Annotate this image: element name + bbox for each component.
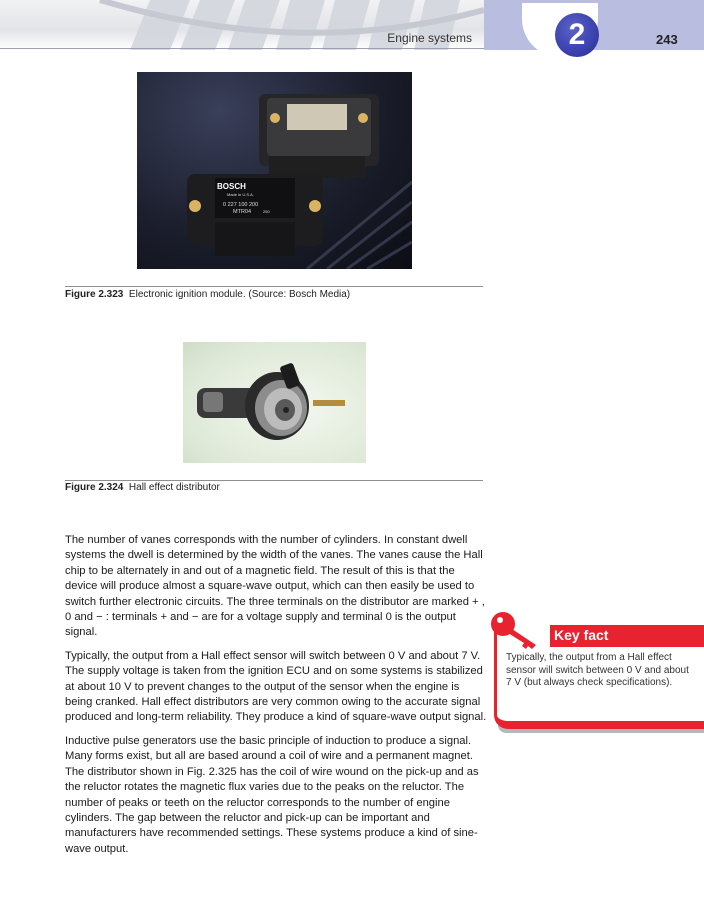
ignition-module-photo [137, 72, 412, 269]
figure-caption-text: Electronic ignition module. (Source: Bosch Media) [128, 289, 351, 300]
key-fact-title: Key fact [554, 627, 609, 643]
figure-caption-text: Hall effect distributor [128, 482, 220, 493]
module-code: 250 [263, 209, 270, 214]
module-made-in: Made in U.S.A. [227, 192, 254, 197]
header-rule [0, 48, 484, 49]
page-number: 243 [656, 32, 678, 47]
module-brand: BOSCH [217, 182, 246, 191]
key-fact-text: Typically, the output from a Hall effect sensor will switch between 0 V and about 7 V (but always check specifications). [506, 652, 689, 688]
module-part-number: 0 227 100 200 [223, 202, 259, 208]
figure-caption [65, 482, 220, 493]
body-paragraph: Inductive pulse generators use the basic principle of induction to produce a signal. Many forms exist, but all are based around a coil of wire and a permanent magnet. The distributor shown in Fig. 2.325 has the coil of wire wound on the pick-up and as the reluctor rotates the magnetic flux varies due to the peaks on the reluctor. The number of peaks or teeth on the reluctor corresponds to the number of engine cylinders. The gap between the reluctor and pick-up can be important and manufacturers have recommended settings. These systems produce a kind of sine-wave output. [65, 734, 479, 855]
body-paragraph: Typically, the output from a Hall effect sensor will switch between 0 V and about 7 V. The supply voltage is taken from the ignition ECU and on some systems is stabilized at about 10 V to prevent changes to the output of the sensor when the engine is being cranked. Hall effect distributors are very common owing to the accurate signal produced and long-term reliability. They produce a kind of square-wave output signal. [65, 649, 487, 724]
key-fact-box [494, 625, 704, 733]
section-title: Engine systems [387, 31, 472, 45]
key-icon [490, 609, 550, 651]
body-text [65, 533, 487, 865]
figure-caption-rule [65, 480, 483, 481]
body-paragraph: The number of vanes corresponds with the number of cylinders. In constant dwell systems the dwell is determined by the width of the vanes. The vanes cause the Hall chip to be alternately in and out of a magnetic field. The result of this is that the device will produce almost a square-wave output, which can then easily be used to switch further electronic circuits. The three terminals on the distributor are marked + , 0 and − : terminals + and − are for a voltage supply and terminal 0 is the output signal. [65, 534, 485, 639]
module-model: MTR04 [233, 209, 252, 215]
figure-label: Figure 2.323 [65, 289, 124, 300]
figure-label: Figure 2.324 [65, 482, 124, 493]
hall-distributor-photo [183, 342, 366, 463]
chapter-number-badge: 2 [555, 13, 599, 57]
figure-caption [65, 289, 350, 300]
figure-caption-rule [65, 286, 483, 287]
